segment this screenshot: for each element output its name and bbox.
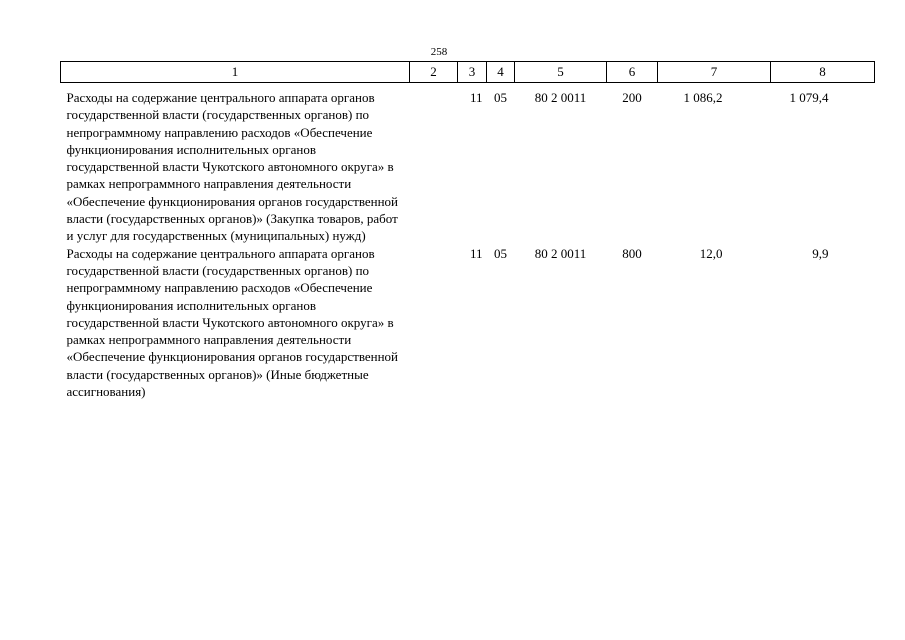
cell-amount-1: 12,0: [699, 245, 723, 261]
table-row: [61, 83, 875, 245]
cell-subsection: 05: [494, 90, 507, 105]
cell-subsection: 05: [494, 245, 507, 261]
expense-description: Расходы на содержание центрального аппарата органов государственной власти (государственных органов) по непрограммному направлению расходов «Обеспечение функционирования исполнительных органов государственной власти Чукотского автономного округа» в рамках непрограммного направления деятельности «Обеспечение функционирования органов государственной власти (государственных органов)» (Иные бюджетные ассигнования): [66, 245, 399, 400]
cell-amount-2: 1 079,4: [789, 90, 829, 105]
cell-col2: [410, 83, 458, 245]
cell-col2: [410, 245, 458, 401]
table-row: [61, 245, 875, 401]
cell-expense-type: 200: [622, 90, 642, 105]
column-header-7: 7: [658, 62, 771, 83]
cell-target-article: 80 2 0011: [534, 90, 587, 105]
cell-section: 11: [469, 90, 483, 105]
budget-table: [60, 61, 875, 400]
cell-target-article: 80 2 0011: [534, 245, 587, 261]
table-header-row: [61, 62, 875, 83]
column-header-6: 6: [607, 62, 658, 83]
cell-amount-1: 1 086,2: [683, 90, 723, 105]
column-header-1: 1: [61, 62, 410, 83]
cell-section: 11: [469, 245, 483, 261]
cell-expense-type: 800: [622, 245, 642, 261]
page-number: 258: [430, 46, 448, 58]
column-header-8: 8: [771, 62, 875, 83]
column-header-5: 5: [515, 62, 607, 83]
column-header-2: 2: [410, 62, 458, 83]
cell-amount-2: 9,9: [812, 245, 829, 261]
column-header-4: 4: [487, 62, 515, 83]
column-header-3: 3: [458, 62, 487, 83]
expense-description: Расходы на содержание центрального аппарата органов государственной власти (государственных органов) по непрограммному направлению расходов «Обеспечение функционирования исполнительных органов государственной власти Чукотского автономного округа» в рамках непрограммного направления деятельности «Обеспечение функционирования органов государственной власти (государственных органов)» (Закупка товаров, работ и услуг для государственных (муниципальных) нужд): [66, 90, 399, 244]
